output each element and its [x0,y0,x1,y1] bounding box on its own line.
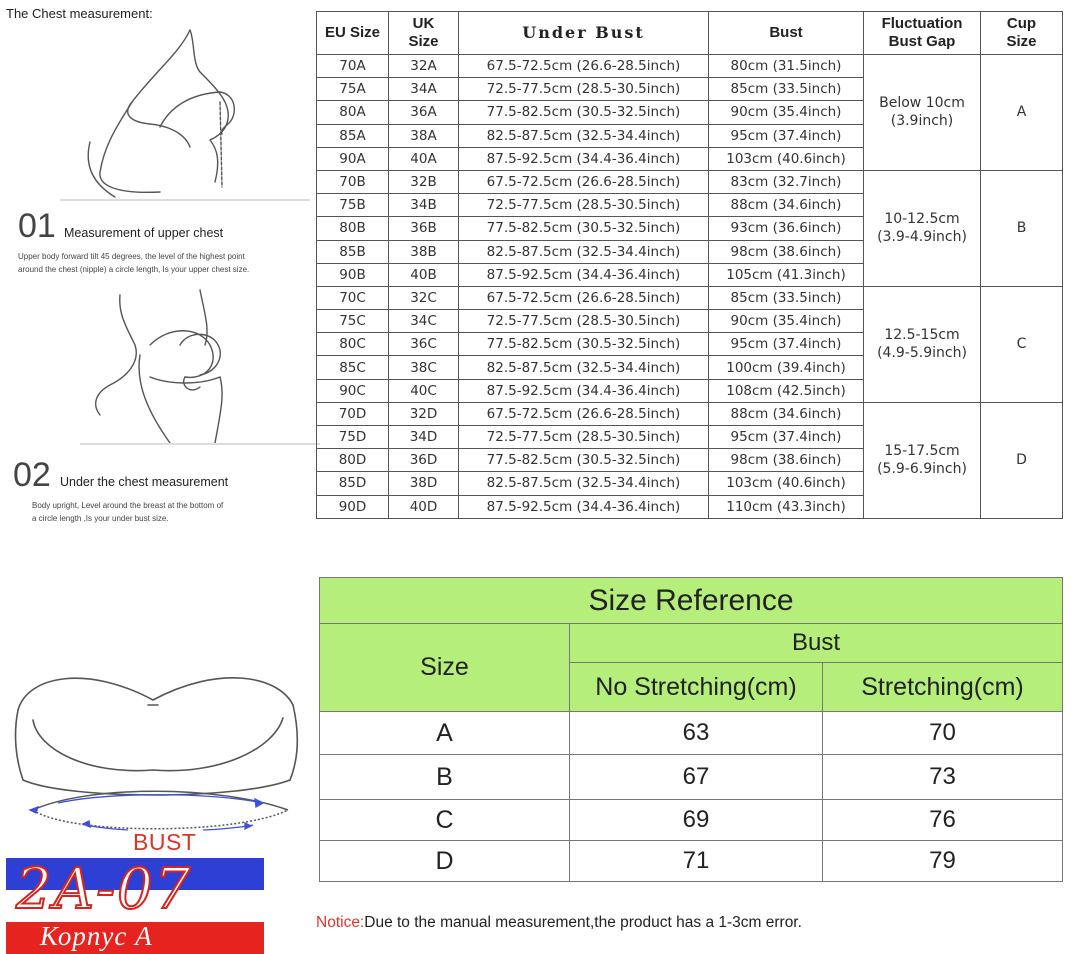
size-cell-uk: 36C [389,333,459,356]
size-cell-uk: 40D [389,495,459,518]
size-cell-eu: 90B [317,263,389,286]
ref-cell-stretch: 73 [823,755,1063,800]
ref-header-no-stretching: No Stretching(cm) [570,663,823,712]
size-cell-bust: 103cm (40.6inch) [709,472,864,495]
size-cell-bust: 85cm (33.5inch) [709,286,864,309]
ref-header-size: Size [320,624,570,712]
size-cell-uk: 34D [389,426,459,449]
cup-size-cell: A [981,55,1063,171]
size-cell-eu: 75D [317,426,389,449]
size-cell-under: 82.5-87.5cm (32.5-34.4inch) [459,240,709,263]
header-cup-size: Cup Size [981,12,1063,55]
ref-cell-size: D [320,841,570,882]
size-cell-eu: 85B [317,240,389,263]
size-cell-eu: 75C [317,310,389,333]
size-cell-uk: 40C [389,379,459,402]
size-cell-uk: 34B [389,194,459,217]
size-cell-eu: 75A [317,78,389,101]
size-cell-bust: 88cm (34.6inch) [709,402,864,425]
step2-number: 02 [13,456,51,494]
ref-cell-size: B [320,755,570,800]
step1-desc-line2: around the chest (nipple) a circle length, Is your upper chest size. [18,264,250,274]
size-table-header [317,12,1063,55]
fluctuation-gap-cell: 10-12.5cm (3.9-4.9inch) [864,170,981,286]
size-cell-uk: 38D [389,472,459,495]
size-cell-under: 72.5-77.5cm (28.5-30.5inch) [459,194,709,217]
notice-label: Notice: [316,914,365,931]
size-cell-bust: 83cm (32.7inch) [709,170,864,193]
bust-label: BUST [133,829,197,855]
size-cell-eu: 70B [317,170,389,193]
size-cell-under: 82.5-87.5cm (32.5-34.4inch) [459,124,709,147]
fluctuation-gap-cell: Below 10cm (3.9inch) [864,55,981,171]
size-cell-under: 87.5-92.5cm (34.4-36.4inch) [459,495,709,518]
size-cell-bust: 100cm (39.4inch) [709,356,864,379]
size-cell-under: 82.5-87.5cm (32.5-34.4inch) [459,472,709,495]
size-cell-under: 77.5-82.5cm (30.5-32.5inch) [459,333,709,356]
ref-cell-size: C [320,800,570,841]
header-eu-size: EU Size [317,12,389,55]
size-cell-under: 87.5-92.5cm (34.4-36.4inch) [459,263,709,286]
size-cell-eu: 90C [317,379,389,402]
ref-cell-no-stretch: 69 [570,800,823,841]
size-cell-uk: 40A [389,147,459,170]
chest-measurement-title: The Chest measurement: [6,6,153,21]
size-cell-uk: 32D [389,402,459,425]
size-cell-uk: 38A [389,124,459,147]
size-cell-bust: 95cm (37.4inch) [709,426,864,449]
size-cell-under: 77.5-82.5cm (30.5-32.5inch) [459,217,709,240]
size-cell-uk: 38C [389,356,459,379]
size-cell-uk: 40B [389,263,459,286]
cup-size-cell: D [981,402,1063,518]
size-cell-eu: 75B [317,194,389,217]
size-cell-uk: 38B [389,240,459,263]
step2-heading: Under the chest measurement [60,475,229,489]
size-cell-eu: 80D [317,449,389,472]
size-cell-uk: 36A [389,101,459,124]
size-cell-bust: 110cm (43.3inch) [709,495,864,518]
step1-desc-line1: Upper body forward tilt 45 degrees, the level of the highest point [18,252,245,261]
size-table-row [317,402,1063,425]
ref-row [320,755,1063,800]
size-cell-bust: 95cm (37.4inch) [709,124,864,147]
ref-cell-no-stretch: 71 [570,841,823,882]
size-cell-eu: 85C [317,356,389,379]
size-cell-under: 67.5-72.5cm (26.6-28.5inch) [459,170,709,193]
ref-cell-stretch: 79 [823,841,1063,882]
cup-size-cell: C [981,286,1063,402]
size-cell-uk: 32A [389,55,459,78]
bra-size-table [316,11,1063,519]
size-cell-bust: 105cm (41.3inch) [709,263,864,286]
ref-cell-stretch: 70 [823,712,1063,755]
ref-row [320,800,1063,841]
size-cell-eu: 80A [317,101,389,124]
size-cell-under: 87.5-92.5cm (34.4-36.4inch) [459,147,709,170]
size-cell-uk: 36D [389,449,459,472]
size-cell-bust: 85cm (33.5inch) [709,78,864,101]
header-fluctuation: Fluctuation Bust Gap [864,12,981,55]
size-cell-eu: 70D [317,402,389,425]
ref-cell-no-stretch: 67 [570,755,823,800]
ref-cell-size: A [320,712,570,755]
step1-description [18,251,249,277]
size-cell-eu: 70C [317,286,389,309]
size-cell-under: 67.5-72.5cm (26.6-28.5inch) [459,55,709,78]
notice-text [316,914,802,932]
model-case-text: Корпус А [40,921,153,951]
notice-message: Due to the manual measurement,the product has a 1-3cm error. [364,914,802,931]
size-reference-table [319,577,1063,882]
ref-header-bust: Bust [570,624,1063,663]
fluctuation-gap-cell: 12.5-15cm (4.9-5.9inch) [864,286,981,402]
size-cell-eu: 85A [317,124,389,147]
size-cell-under: 72.5-77.5cm (28.5-30.5inch) [459,426,709,449]
size-cell-bust: 80cm (31.5inch) [709,55,864,78]
size-cell-uk: 34A [389,78,459,101]
header-uk-size: UK Size [389,12,459,55]
size-cell-uk: 36B [389,217,459,240]
size-cell-bust: 103cm (40.6inch) [709,147,864,170]
size-cell-eu: 70A [317,55,389,78]
size-cell-bust: 108cm (42.5inch) [709,379,864,402]
model-code: 2A-07 [16,857,193,922]
size-table-row [317,170,1063,193]
model-badge [6,858,264,954]
size-cell-under: 87.5-92.5cm (34.4-36.4inch) [459,379,709,402]
size-cell-uk: 32B [389,170,459,193]
size-cell-under: 67.5-72.5cm (26.6-28.5inch) [459,286,709,309]
size-table-row [317,55,1063,78]
size-cell-uk: 32C [389,286,459,309]
header-bust: Bust [709,12,864,55]
bra-illustration [8,660,304,850]
step2-description [32,500,223,526]
size-cell-bust: 88cm (34.6inch) [709,194,864,217]
ref-cell-stretch: 76 [823,800,1063,841]
upper-chest-illustration [60,22,310,202]
size-cell-eu: 85D [317,472,389,495]
size-cell-eu: 80C [317,333,389,356]
size-cell-bust: 98cm (38.6inch) [709,240,864,263]
size-cell-bust: 90cm (35.4inch) [709,310,864,333]
cup-size-cell: B [981,170,1063,286]
size-cell-bust: 93cm (36.6inch) [709,217,864,240]
size-cell-bust: 90cm (35.4inch) [709,101,864,124]
size-table-row [317,286,1063,309]
size-cell-under: 77.5-82.5cm (30.5-32.5inch) [459,101,709,124]
size-cell-bust: 98cm (38.6inch) [709,449,864,472]
size-cell-under: 67.5-72.5cm (26.6-28.5inch) [459,402,709,425]
size-cell-eu: 90D [317,495,389,518]
step2-desc-line1: Body upright, Level around the breast at the bottom of [32,501,224,510]
ref-header-stretching: Stretching(cm) [823,663,1063,712]
size-cell-uk: 34C [389,310,459,333]
step2-desc-line2: a circle length ,Is your under bust size. [32,513,169,523]
size-cell-eu: 90A [317,147,389,170]
size-cell-eu: 80B [317,217,389,240]
under-chest-illustration [80,285,320,447]
fluctuation-gap-cell: 15-17.5cm (5.9-6.9inch) [864,402,981,518]
size-cell-under: 72.5-77.5cm (28.5-30.5inch) [459,310,709,333]
step1-heading: Measurement of upper chest [64,226,224,240]
ref-row [320,712,1063,755]
step1-number: 01 [18,207,56,245]
size-reference-title: Size Reference [320,578,1063,624]
size-cell-under: 82.5-87.5cm (32.5-34.4inch) [459,356,709,379]
size-cell-under: 72.5-77.5cm (28.5-30.5inch) [459,78,709,101]
size-cell-bust: 95cm (37.4inch) [709,333,864,356]
header-under-bust: Under Bust [459,12,709,55]
ref-cell-no-stretch: 63 [570,712,823,755]
size-cell-under: 77.5-82.5cm (30.5-32.5inch) [459,449,709,472]
ref-row [320,841,1063,882]
